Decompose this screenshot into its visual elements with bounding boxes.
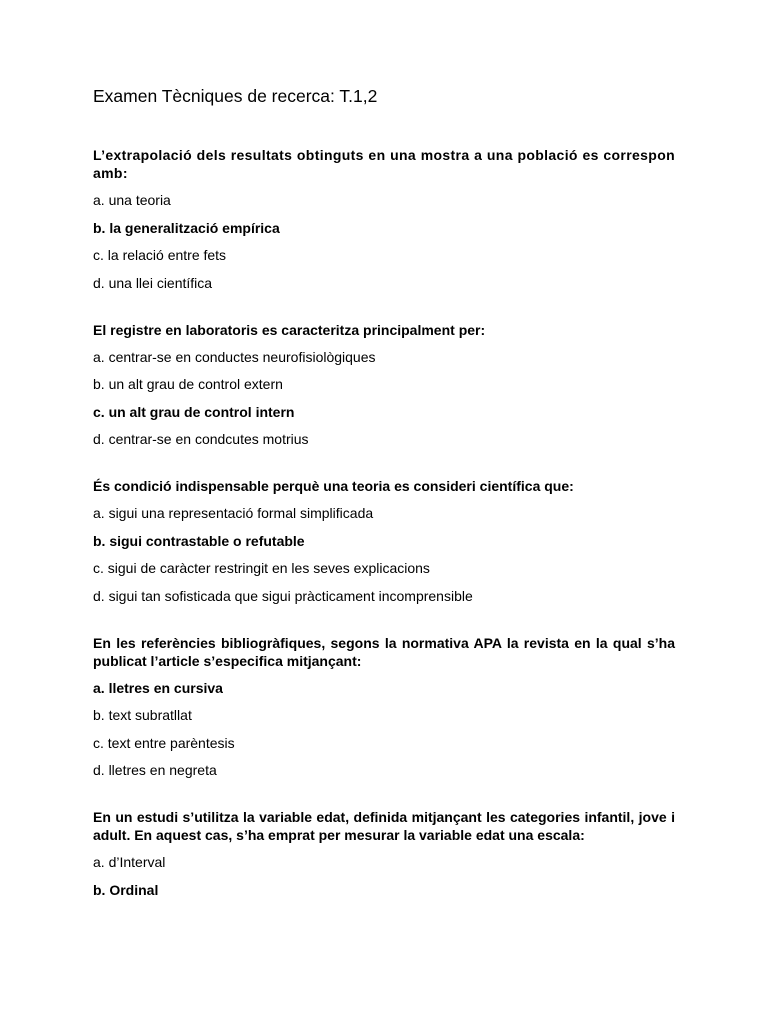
option-b: b. un alt grau de control extern <box>93 376 283 392</box>
option-d: d. centrar-se en condcutes motrius <box>93 431 309 447</box>
option-d: d. lletres en negreta <box>93 762 217 778</box>
question-stem: En un estudi s’utilitza la variable edat, definida mitjançant les categories infantil, jove i adult. En aquest cas, s’ha emprat per mesurar la variable edat una escala: <box>93 809 675 843</box>
question-5 <box>93 808 675 899</box>
question-1 <box>93 146 675 292</box>
question-4 <box>93 634 675 780</box>
page-title: Examen Tècniques de recerca: T.1,2 <box>93 86 378 106</box>
question-stem: En les referències bibliogràfiques, segons la normativa APA la revista en la qual s’ha publicat l’article s’especifica mitjançant: <box>93 634 675 669</box>
option-c: c. text entre parèntesis <box>93 734 235 751</box>
question-2 <box>93 321 675 449</box>
option-b: b. text subratllat <box>93 707 192 723</box>
option-c: c. la relació entre fets <box>93 247 227 263</box>
question-3 <box>93 477 675 605</box>
option-a: a. sigui una representació formal simplificada <box>93 505 374 521</box>
option-a-correct: a. lletres en cursiva <box>93 679 223 696</box>
option-b-correct: b. Ordinal <box>93 881 159 898</box>
option-a: a. una teoria <box>93 192 171 208</box>
option-d: d. sigui tan sofisticada que sigui pràcticament incomprensible <box>93 587 473 604</box>
question-stem: És condició indispensable perquè una teoria es consideri científica que: <box>93 478 574 494</box>
option-b-correct: b. la generalització empírica <box>93 219 280 236</box>
option-b-correct: b. sigui contrastable o refutable <box>93 532 305 549</box>
question-stem: El registre en laboratoris es caracteritza principalment per: <box>93 321 486 338</box>
option-a: a. d’Interval <box>93 854 166 870</box>
option-d: d. una llei científica <box>93 274 213 291</box>
question-list <box>93 146 675 928</box>
question-stem: L’extrapolació dels resultats obtinguts en una mostra a una població es correspon amb: <box>93 147 675 181</box>
option-a: a. centrar-se en conductes neurofisiològiques <box>93 348 376 365</box>
option-c: c. sigui de caràcter restringit en les seves explicacions <box>93 560 430 576</box>
option-c-correct: c. un alt grau de control intern <box>93 403 295 420</box>
